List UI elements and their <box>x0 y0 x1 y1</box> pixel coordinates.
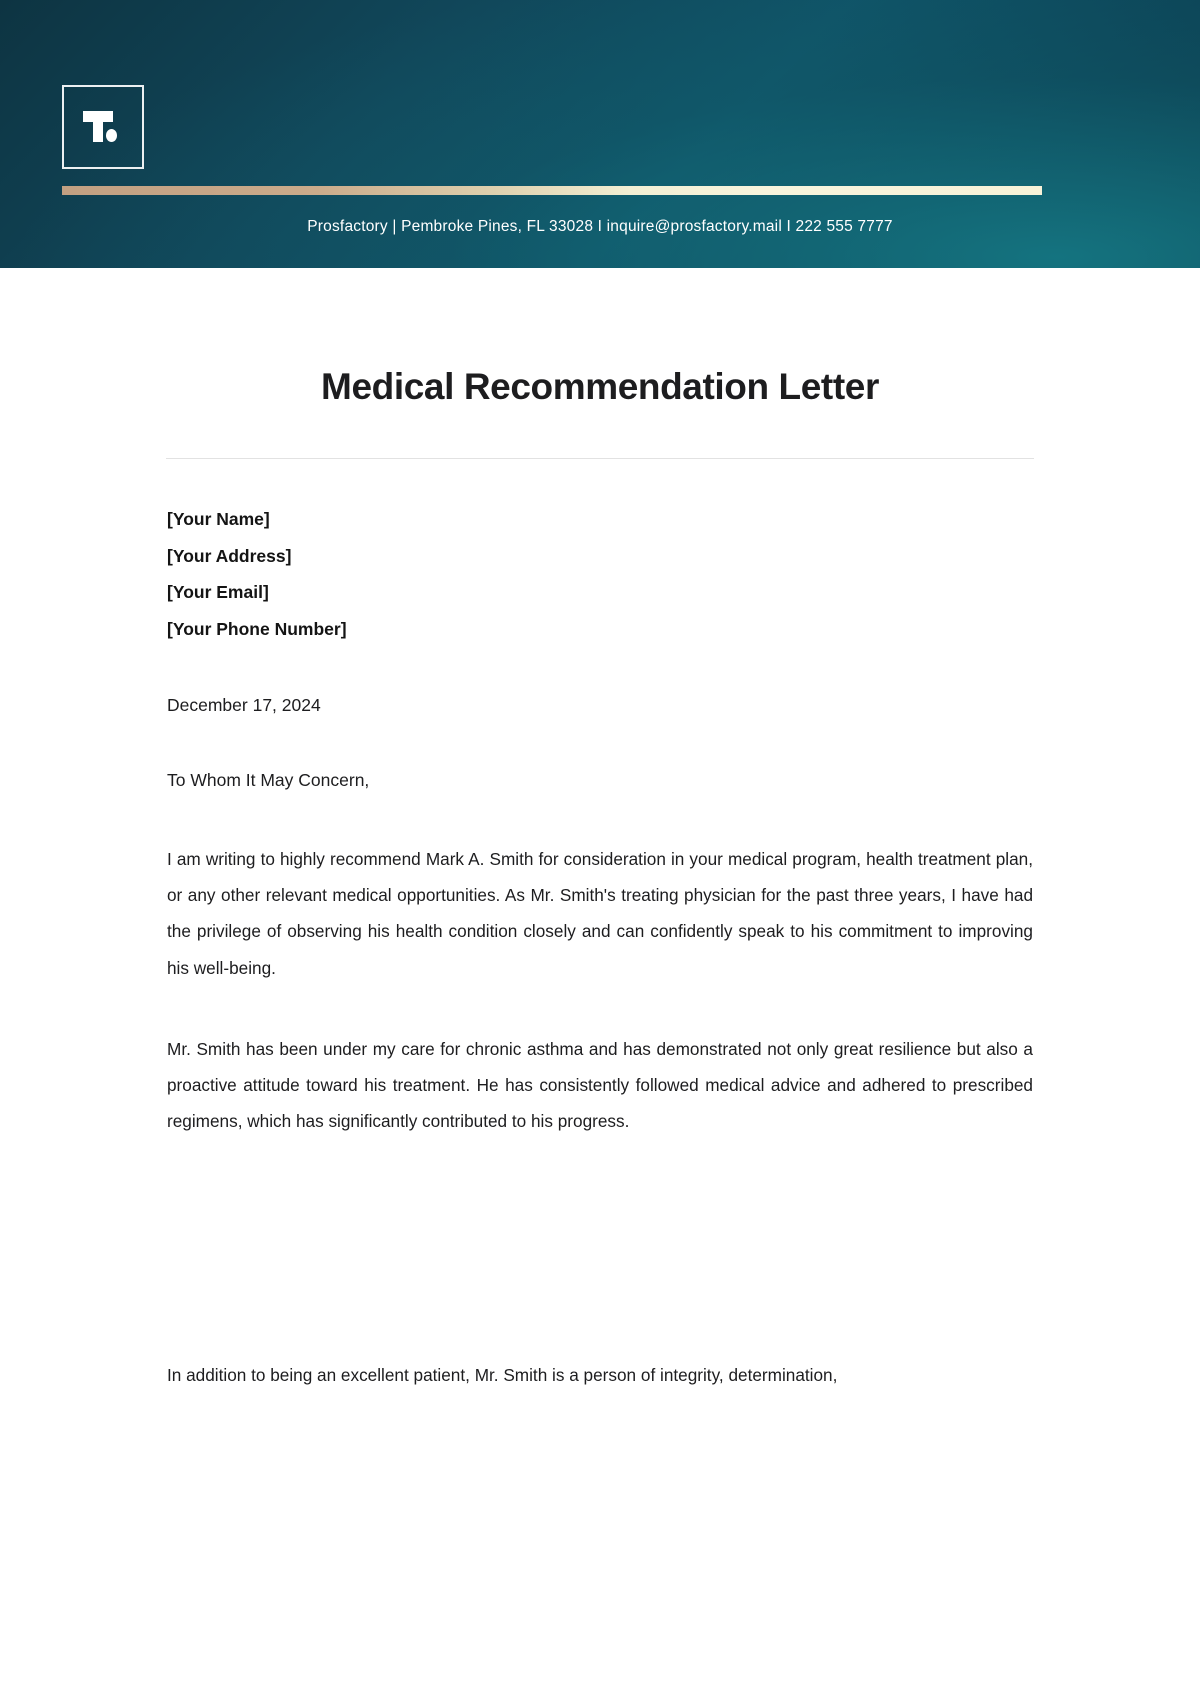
sender-address-block <box>167 501 1033 647</box>
brand-logo <box>62 85 144 169</box>
letter-header <box>0 0 1200 268</box>
logo-t-stem <box>93 111 103 142</box>
logo-t-dot-glyph <box>83 105 123 149</box>
header-contact-line: Prosfactory | Pembroke Pines, FL 33028 I inquire@prosfactory.mail I 222 555 7777 <box>307 218 893 235</box>
header-gradient-rule <box>62 186 1042 195</box>
logo-monogram-icon <box>64 87 142 167</box>
sender-email: [Your Email] <box>167 582 269 602</box>
letter-paragraph: I am writing to highly recommend Mark A. Smith for consideration in your medical program, health treatment plan, or any other relevant medical opportunities. As Mr. Smith's treating physician for the past three years, I have had the privilege of observing his health condition closely and can confidently speak to his commitment to improving his well-being. <box>167 849 1033 978</box>
letter-paragraph: Mr. Smith has been under my care for chronic asthma and has demonstrated not only great resilience but also a proactive attitude toward his treatment. He has consistently followed medical advice and adhered to prescribed regimens, which has significantly contributed to his progress. <box>167 1038 1033 1132</box>
sender-name: [Your Name] <box>167 509 270 529</box>
letter-salutation: To Whom It May Concern, <box>167 770 370 790</box>
sender-address: [Your Address] <box>167 545 292 566</box>
letter-date: December 17, 2024 <box>167 695 321 715</box>
letter-body <box>0 268 1200 1394</box>
logo-dot-icon <box>106 129 117 142</box>
letter-content <box>167 459 1033 1394</box>
sender-phone: [Your Phone Number] <box>167 618 347 639</box>
letter-paragraph: In addition to being an excellent patient, Mr. Smith is a person of integrity, determination, <box>167 1365 838 1386</box>
page-title: Medical Recommendation Letter <box>321 366 879 407</box>
